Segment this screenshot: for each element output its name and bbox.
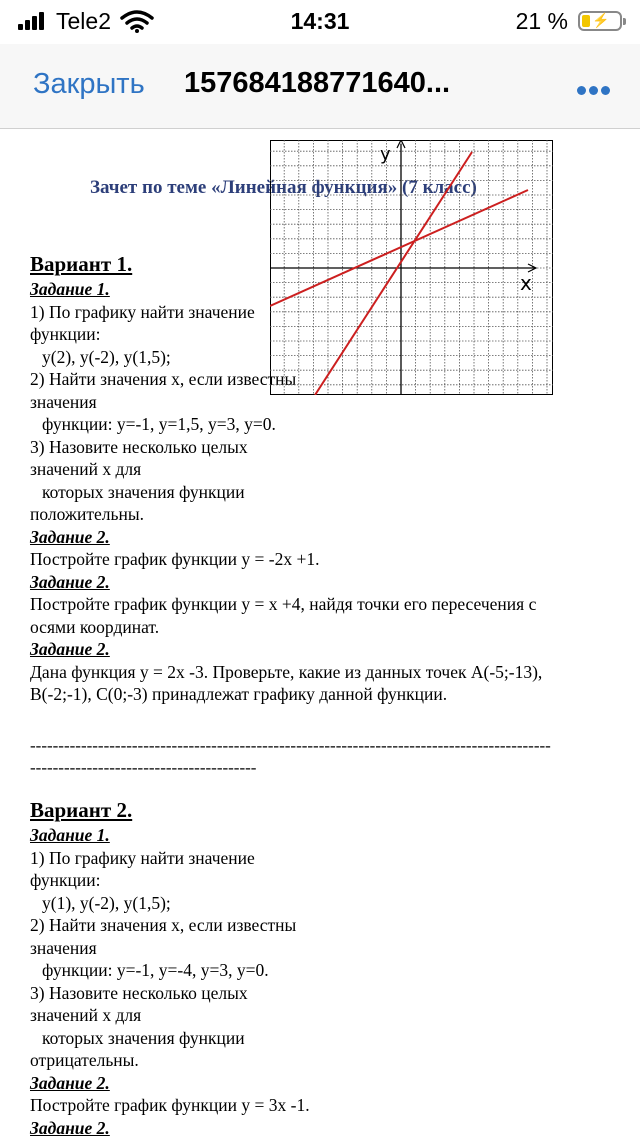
task-text: положительны. (30, 504, 145, 524)
task-heading: Задание 1. (30, 279, 110, 299)
task-text: 3) Назовите несколько целых (30, 436, 248, 457)
carrier-name: Tele2 (56, 8, 111, 34)
task-heading: Задание 2. (30, 571, 110, 592)
task-text: Постройте график функции у = 3х -1. (30, 1095, 310, 1115)
task-text: отрицательны. (30, 1050, 139, 1070)
task-text: функции: (30, 324, 101, 344)
task-text: Постройте график функции у = -2х +1. (30, 549, 320, 569)
battery-icon: ⚡ (578, 11, 622, 31)
doc-heading: Зачет по теме «Линейная функция» (7 класс) (90, 177, 477, 198)
task-text: функции: у=-1, у=-4, у=3, у=0. (42, 960, 269, 980)
y-axis-label: y (380, 144, 391, 165)
task-text: 3) Назовите несколько целых (30, 982, 248, 1003)
task-text: Дана функция у = 2х -3. Проверьте, какие из данных точек А(-5;-13), (30, 661, 543, 682)
task-text: Постройте график функции у = х +4, найдя точки его пересечения с (30, 594, 537, 614)
task-heading: Задание 2. (30, 1117, 110, 1136)
separator (30, 735, 620, 779)
document-viewer[interactable] (0, 129, 640, 1136)
task-text: y(2), y(-2), y(1,5); (42, 346, 171, 367)
battery-percent: 21 % (515, 8, 568, 34)
x-axis-label: x (520, 271, 532, 295)
task-heading: Задание 1. (30, 825, 110, 845)
task-text: 1) По графику найти значение (30, 847, 255, 868)
task-text: функции: (30, 870, 101, 890)
variant-heading: Вариант 1. (30, 252, 133, 276)
document-title: 157684188771640... (184, 67, 451, 99)
function-line-1 (270, 190, 528, 306)
separator-line: ---------------------------------------- (30, 758, 257, 777)
task-text: значений х для (30, 459, 142, 479)
task-text: значения (30, 391, 97, 412)
task-text: функции: у=-1, у=1,5, у=3, у=0. (42, 414, 276, 434)
task-text: которых значения функции (42, 481, 245, 502)
more-options-icon[interactable] (574, 82, 610, 100)
task-heading: Задание 2. (30, 639, 110, 659)
task-heading: Задание 2. (30, 1072, 110, 1093)
task-text: которых значения функции (42, 1027, 245, 1048)
close-button[interactable]: Закрыть (33, 68, 145, 100)
task-text: 2) Найти значения х, если известны (30, 369, 297, 389)
task-text: 1) По графику найти значение (30, 301, 255, 322)
task-text: 2) Найти значения х, если известны (30, 915, 297, 935)
navigation-bar (0, 44, 640, 129)
variant-2 (30, 796, 620, 1136)
function-line-2 (315, 152, 472, 395)
task-text: осями координат. (30, 616, 160, 637)
task-heading: Задание 2. (30, 526, 110, 547)
task-text: значений х для (30, 1005, 142, 1025)
status-bar (0, 0, 640, 44)
clock-time: 14:31 (290, 8, 350, 34)
task-text: В(-2;-1), С(0;-3) принадлежат графику данной функции. (30, 684, 448, 704)
linear-function-graph (270, 140, 553, 395)
task-text: значения (30, 937, 97, 958)
task-text: y(1), y(-2), y(1,5); (42, 892, 171, 913)
variant-heading: Вариант 2. (30, 798, 133, 822)
separator-line: -------------------------------------------------------------------------------------------- (30, 736, 551, 755)
